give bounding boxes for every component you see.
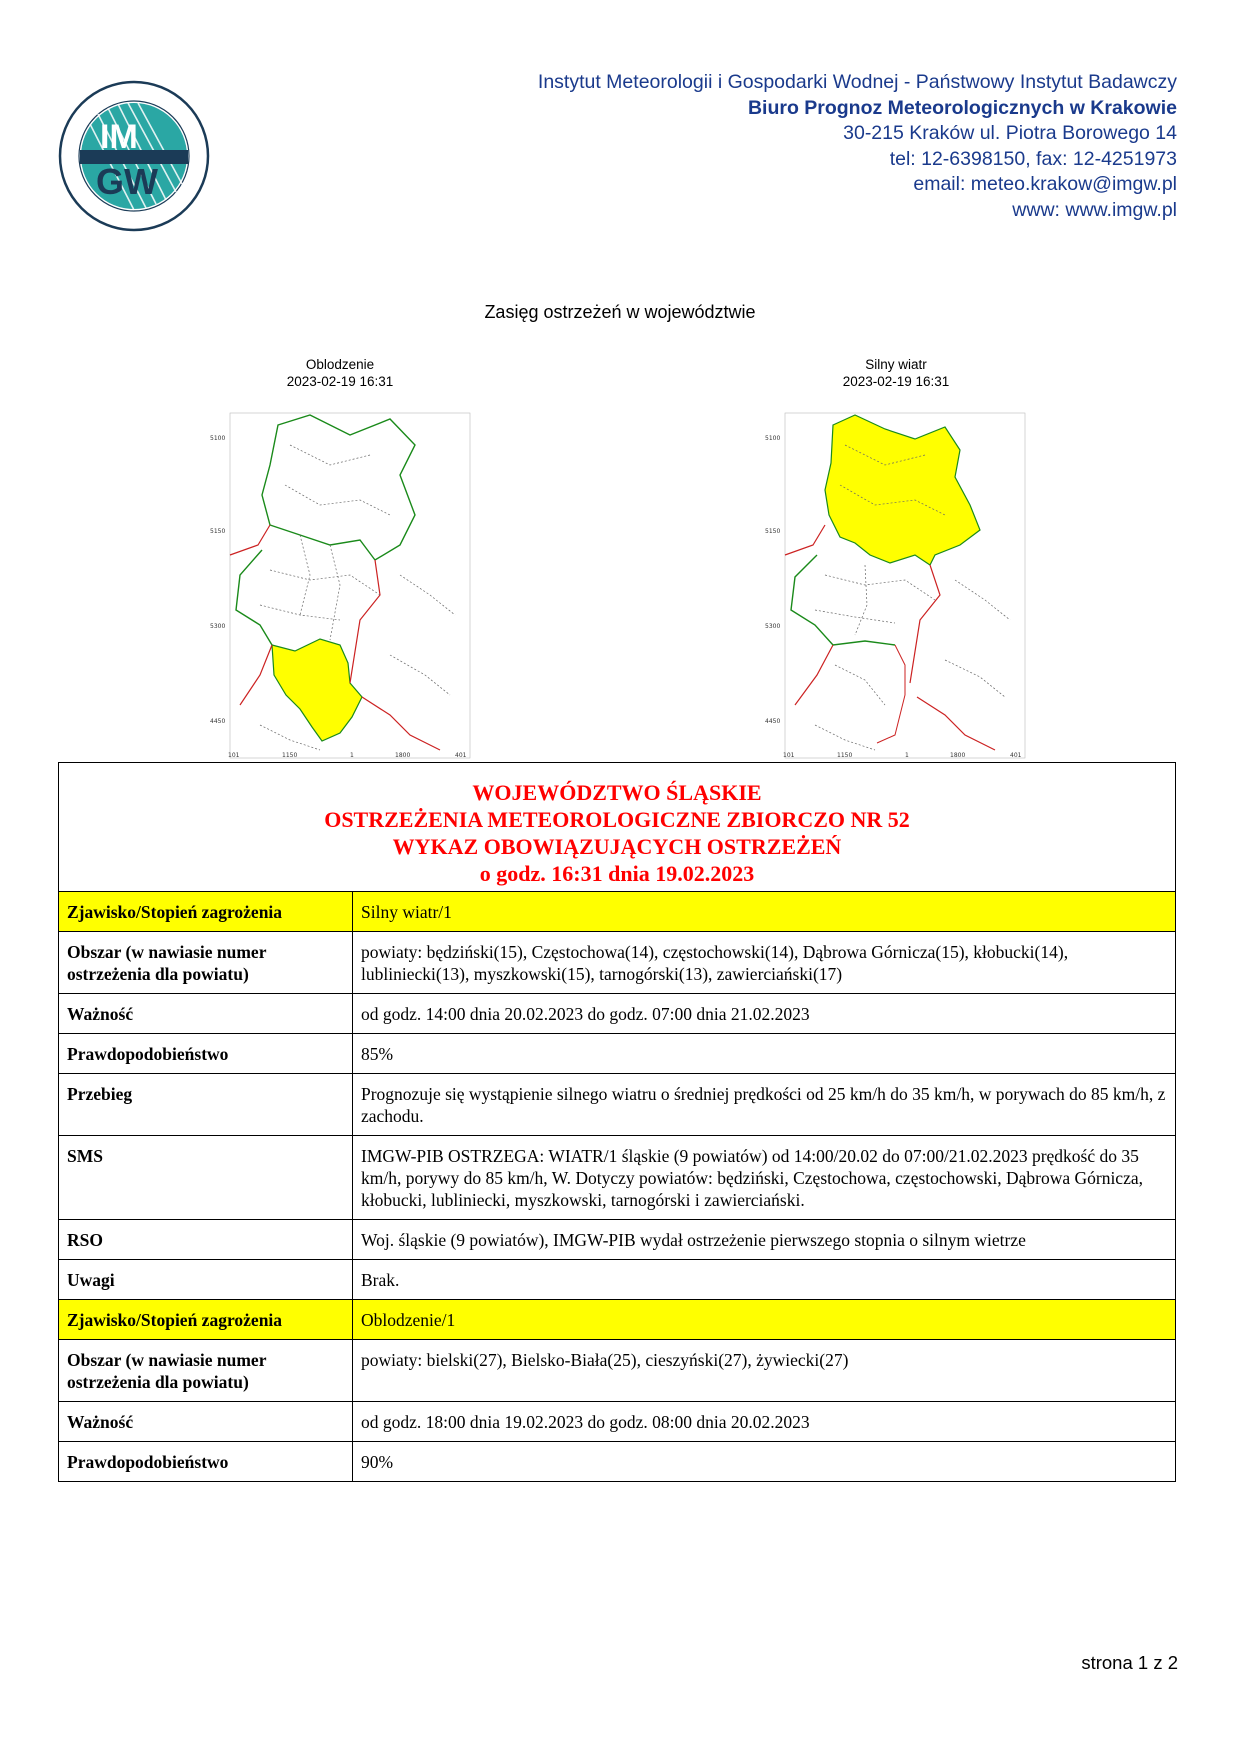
logo-text-bottom: GW <box>96 161 158 202</box>
y-tick: 5150 <box>765 528 781 535</box>
imgw-logo <box>58 80 210 232</box>
heading-date: o godz. 16:31 dnia 19.02.2023 <box>479 861 755 886</box>
organization-header <box>538 70 1177 223</box>
org-address: 30-215 Kraków ul. Piotra Borowego 14 <box>843 122 1177 144</box>
row-value: Prognozuje się wystąpienie silnego wiatru o średniej prędkości od 25 km/h do 35 km/h, w porywach do 85 km/h, z zachodu. <box>353 1074 1176 1136</box>
table-row <box>59 932 1176 994</box>
map-time: 2023-02-19 16:31 <box>286 374 394 389</box>
maps-title: Zasięg ostrzeżeń w województwie <box>484 302 756 322</box>
row-label: Uwagi <box>59 1260 353 1300</box>
row-label: Przebieg <box>59 1074 353 1136</box>
y-tick: 5300 <box>210 623 226 630</box>
table-row <box>59 1260 1176 1300</box>
org-office: Biuro Prognoz Meteorologicznych w Krakowie <box>747 96 1177 119</box>
row-value: 90% <box>353 1442 1176 1482</box>
table-row <box>59 1220 1176 1260</box>
row-label: Zjawisko/Stopień zagrożenia <box>59 1300 353 1340</box>
row-label: Prawdopodobieństwo <box>59 1034 353 1074</box>
org-phone: tel: 12-6398150, fax: 12-4251973 <box>889 147 1177 170</box>
row-label: Zjawisko/Stopień zagrożenia <box>59 892 353 932</box>
map-caption-ice <box>220 356 460 390</box>
row-label: Ważność <box>59 994 353 1034</box>
y-tick: 5300 <box>765 623 781 630</box>
table-row <box>59 1074 1176 1136</box>
table-row <box>59 1300 1176 1340</box>
y-tick: 5100 <box>210 435 226 442</box>
row-label: RSO <box>59 1220 353 1260</box>
y-tick: 5150 <box>210 528 226 535</box>
y-tick: 5100 <box>765 435 781 442</box>
map-name: Oblodzenie <box>305 357 375 372</box>
row-value: Brak. <box>353 1260 1176 1300</box>
heading-region: WOJEWÓDZTWO ŚLĄSKIE <box>472 780 762 805</box>
heading-subtitle: WYKAZ OBOWIĄZUJĄCYCH OSTRZEŻEŃ <box>392 834 842 859</box>
x-tick: 1800 <box>950 752 966 759</box>
y-tick: 4450 <box>765 718 781 725</box>
table-heading <box>59 763 1176 892</box>
x-tick: 1150 <box>837 752 853 759</box>
x-tick: 1 <box>350 752 354 759</box>
row-value: powiaty: będziński(15), Częstochowa(14), częstochowski(14), Dąbrowa Górnicza(15), kłobucki(14), lubliniecki(13), myszkowski(15), tarnogórski(13), zawierciański(17) <box>353 932 1176 994</box>
row-value: Woj. śląskie (9 powiatów), IMGW-PIB wydał ostrzeżenie pierwszego stopnia o silnym wietrze <box>353 1220 1176 1260</box>
map-name: Silny wiatr <box>865 357 927 372</box>
table-row <box>59 1442 1176 1482</box>
table-row <box>59 892 1176 932</box>
x-tick: 101 <box>783 752 795 759</box>
x-tick: 401 <box>1010 752 1022 759</box>
org-website: www: www.imgw.pl <box>1012 198 1177 221</box>
table-row <box>59 1402 1176 1442</box>
x-tick: 101 <box>228 752 240 759</box>
x-tick: 1800 <box>395 752 411 759</box>
map-time: 2023-02-19 16:31 <box>842 374 950 389</box>
org-email: email: meteo.krakow@imgw.pl <box>913 173 1177 195</box>
row-value: IMGW-PIB OSTRZEGA: WIATR/1 śląskie (9 powiatów) od 14:00/20.02 do 07:00/21.02.2023 prędkość do 35 km/h, porywy do 85 km/h, W. Dotyczy powiatów: będziński, Częstochowa, częstochowski, Dąbrowa Górnicza, kłobucki, lubliniecki, myszkowski, tarnogórski i zawierciański. <box>353 1136 1176 1220</box>
row-label: SMS <box>59 1136 353 1220</box>
table-row <box>59 1340 1176 1402</box>
map-caption-wind <box>776 356 1016 390</box>
heading-title: OSTRZEŻENIA METEOROLOGICZNE ZBIORCZO NR 52 <box>324 807 910 832</box>
row-label: Obszar (w nawiasie numer ostrzeżenia dla powiatu) <box>59 1340 353 1402</box>
table-row <box>59 1136 1176 1220</box>
row-value: Oblodzenie/1 <box>353 1300 1176 1340</box>
row-value: 85% <box>353 1034 1176 1074</box>
row-label: Prawdopodobieństwo <box>59 1442 353 1482</box>
row-value: powiaty: bielski(27), Bielsko-Biała(25), cieszyński(27), żywiecki(27) <box>353 1340 1176 1402</box>
row-value: od godz. 18:00 dnia 19.02.2023 do godz. 08:00 dnia 20.02.2023 <box>353 1402 1176 1442</box>
table-row <box>59 994 1176 1034</box>
table-row <box>59 1034 1176 1074</box>
row-label: Obszar (w nawiasie numer ostrzeżenia dla powiatu) <box>59 932 353 994</box>
row-value: od godz. 14:00 dnia 20.02.2023 do godz. 07:00 dnia 21.02.2023 <box>353 994 1176 1034</box>
y-tick: 4450 <box>210 718 226 725</box>
page-number: strona 1 z 2 <box>1081 1652 1178 1673</box>
row-value: Silny wiatr/1 <box>353 892 1176 932</box>
x-tick: 1150 <box>282 752 298 759</box>
x-tick: 1 <box>905 752 909 759</box>
row-label: Ważność <box>59 1402 353 1442</box>
logo-text-top: IM <box>100 118 138 156</box>
map-ice <box>200 405 480 760</box>
map-wind <box>755 405 1035 760</box>
org-name: Instytut Meteorologii i Gospodarki Wodnej - Państwowy Instytut Badawczy <box>537 71 1177 93</box>
x-tick: 401 <box>455 752 467 759</box>
warnings-table <box>58 762 1176 1482</box>
